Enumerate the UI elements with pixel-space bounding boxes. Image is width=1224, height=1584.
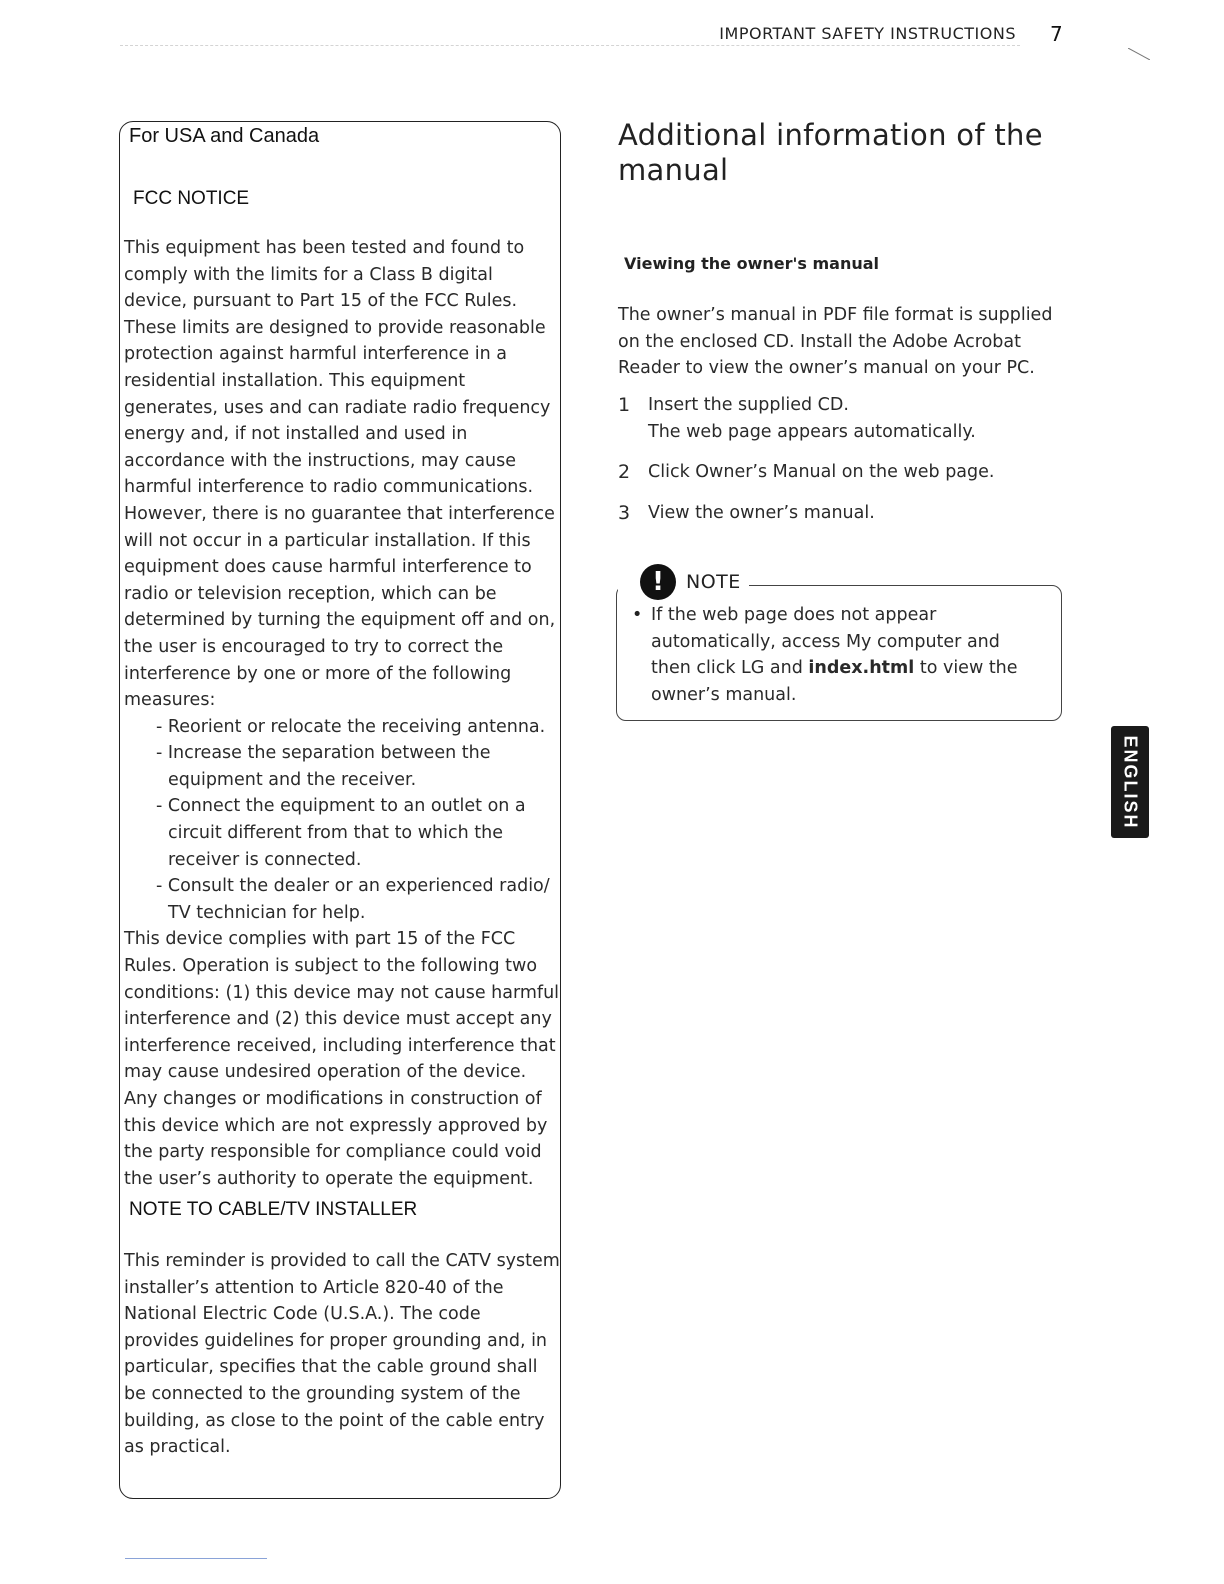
- bottom-rule: [125, 1558, 267, 1559]
- note-text-after: to view the owner’s manual.: [651, 658, 1018, 705]
- fcc-heading: FCC NOTICE: [133, 188, 250, 209]
- page-number: 7: [1050, 22, 1063, 46]
- intro-text: The owner’s manual in PDF file format is supplied on the enclosed CD. Install the Adobe Acrobat Reader to view the owner’s manual on your PC.: [618, 305, 1053, 379]
- fcc-paragraph-1: This equipment has been tested and found to comply with the limits for a Class B digital device, pursuant to Part 15 of the FCC Rules. These limits are designed to provide reasonable protection against harmful interference in a residential installation. This equipment generates, uses and can radiate radio frequency energy and, if not installed and used in accordance with the instructions, may cause harmful interference to radio communications. However, there is no guarantee that interference will not occur in a particular installation. If this equipment does cause harmful interference to radio or television reception, which can be determined by turning the equipment off and on, the user is encouraged to try to correct the interference by one or more of the following measures:: [124, 238, 556, 711]
- note-header: [618, 562, 749, 602]
- step-text: View the owner’s manual.: [648, 502, 875, 523]
- step-number: 3: [618, 501, 631, 524]
- usa-canada-box: [119, 121, 561, 1499]
- section-title: IMPORTANT SAFETY INSTRUCTIONS: [719, 24, 1016, 43]
- language-tab-label: ENGLISH: [1120, 734, 1141, 830]
- main-heading: Additional information of the manual: [618, 118, 1043, 187]
- step-number: 1: [618, 394, 631, 416]
- measures-list: [124, 714, 560, 927]
- measure-item: - Increase the separation between the equipment and the receiver.: [156, 743, 491, 790]
- step-text: Insert the supplied CD.: [648, 395, 849, 415]
- steps-list: [618, 392, 1068, 540]
- step-item: [618, 459, 1068, 486]
- corner-mark: [1128, 48, 1150, 60]
- page-header: [0, 0, 1224, 60]
- fcc-notice-text: [124, 235, 560, 1192]
- step-subtext: The web page appears automatically.: [648, 421, 976, 442]
- cable-installer-text: This reminder is provided to call the CATV system installer’s attention to Article 820-40 of the National Electric Code (U.S.A.). The code provides guidelines for proper grounding and, in particular, specifies that the cable ground shall be connected to the grounding system of the building, as close to the point of the cable entry as practical.: [124, 1251, 560, 1458]
- step-item: [618, 392, 1068, 445]
- language-tab: [1111, 726, 1149, 838]
- step-item: [618, 500, 1068, 527]
- note-text-before: If the web page does not appear automatically, access My computer and then click LG and: [651, 605, 1000, 679]
- cable-installer-heading: NOTE TO CABLE/TV INSTALLER: [129, 1199, 418, 1220]
- bullet-icon: •: [632, 605, 643, 625]
- additional-info-section: [618, 118, 1068, 524]
- step-text: Click Owner’s Manual on the web page.: [648, 462, 995, 483]
- measure-item: - Reorient or relocate the receiving antenna.: [156, 716, 546, 737]
- sub-heading: Viewing the owner's manual: [624, 254, 880, 273]
- fcc-paragraph-2: This device complies with part 15 of the FCC Rules. Operation is subject to the following two conditions: (1) this device may not cause harmful interference and (2) this device must accept any interference received, including interference that may cause undesired operation of the device. Any changes or modifications in construction of this device which are not expressly approved by the party responsible for compliance could void the user’s authority to operate the equipment.: [124, 929, 560, 1189]
- step-number: 2: [618, 461, 631, 484]
- note-filename: index.html: [808, 658, 915, 679]
- measure-item: - Connect the equipment to an outlet on a circuit different from that to which the receiver is connected.: [156, 796, 526, 870]
- note-label: NOTE: [686, 571, 741, 593]
- measure-item: - Consult the dealer or an experienced radio/ TV technician for help.: [156, 876, 550, 923]
- box-title: For USA and Canada: [129, 125, 320, 147]
- exclamation-icon: !: [640, 564, 676, 600]
- note-text: [651, 602, 1043, 708]
- header-rule: [120, 45, 1020, 46]
